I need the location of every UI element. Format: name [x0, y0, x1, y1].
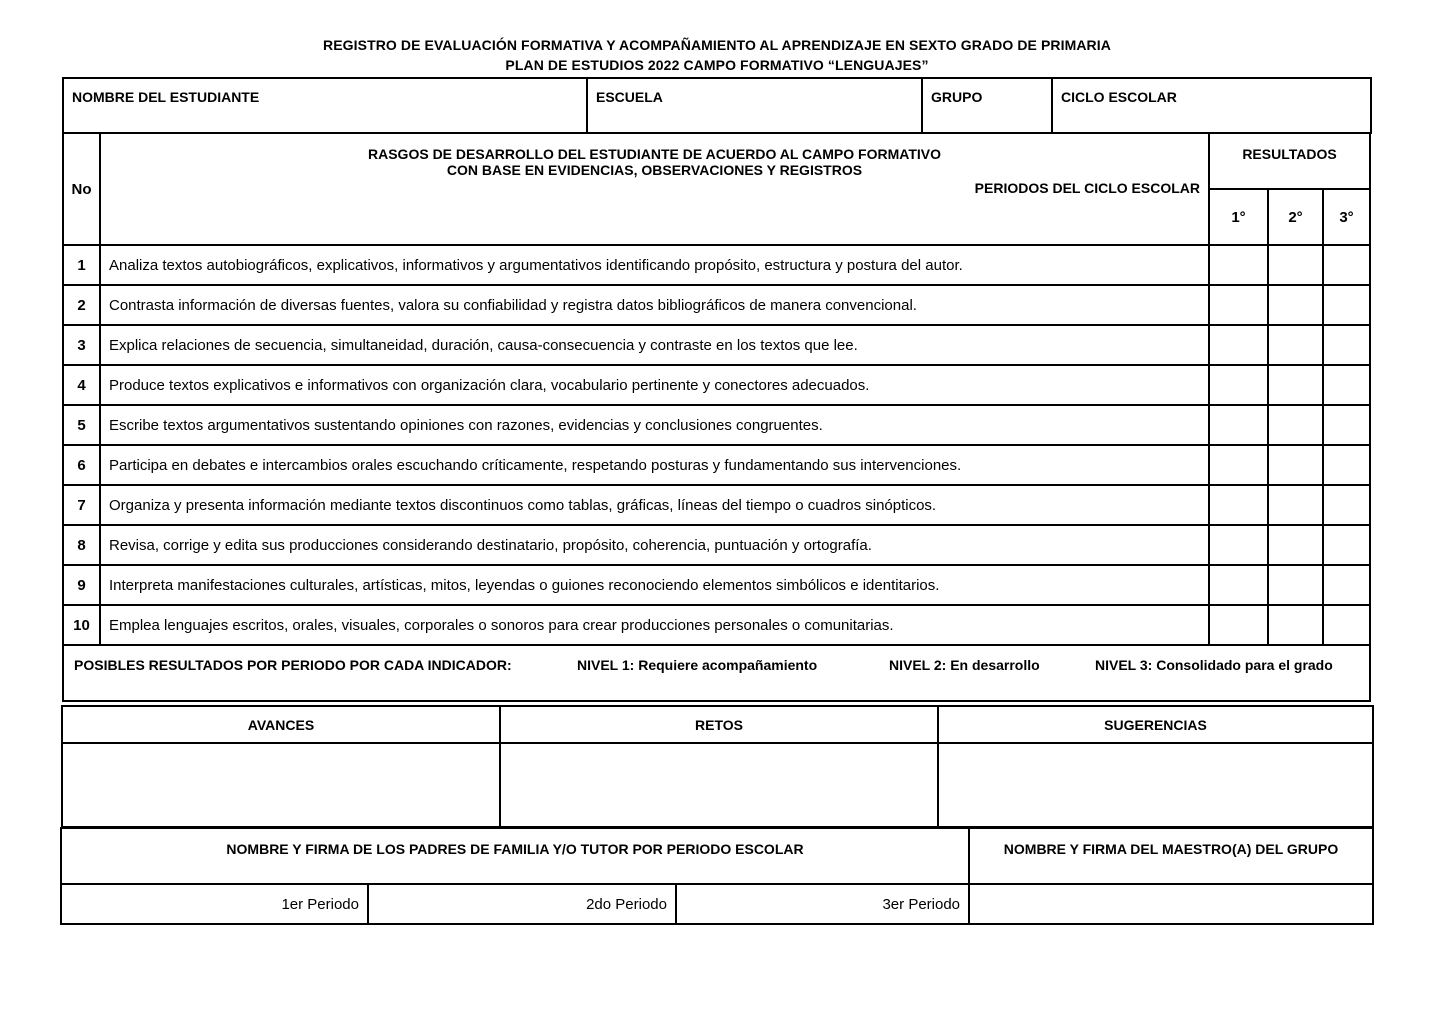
period-3-header: 3° — [1323, 189, 1370, 245]
teacher-signature-field[interactable] — [969, 884, 1373, 924]
result-cell-period-2[interactable] — [1268, 525, 1323, 565]
results-header: RESULTADOS — [1209, 133, 1370, 189]
row-number: 5 — [63, 405, 100, 445]
period-2-header: 2° — [1268, 189, 1323, 245]
result-cell-period-2[interactable] — [1268, 325, 1323, 365]
student-info-table — [62, 77, 1372, 134]
levels-legend — [63, 645, 1370, 701]
result-cell-period-1[interactable] — [1209, 445, 1268, 485]
column-header-traits — [100, 133, 1209, 245]
table-row — [63, 525, 1370, 565]
table-row — [63, 485, 1370, 525]
suggestions-field[interactable] — [938, 743, 1373, 827]
school-cycle-label: CICLO ESCOLAR — [1061, 89, 1177, 105]
challenges-header: RETOS — [500, 706, 938, 743]
period-1-header: 1° — [1209, 189, 1268, 245]
result-cell-period-1[interactable] — [1209, 325, 1268, 365]
suggestions-header: SUGERENCIAS — [938, 706, 1373, 743]
indicator-text: Produce textos explicativos e informativos con organización clara, vocabulario pertinente y conectores adecuados. — [100, 365, 1209, 405]
school-label: ESCUELA — [596, 89, 663, 105]
row-number: 6 — [63, 445, 100, 485]
group-label: GRUPO — [931, 89, 983, 105]
periods-header: PERIODOS DEL CICLO ESCOLAR — [974, 180, 1200, 196]
levels-legend-label: POSIBLES RESULTADOS POR PERIODO POR CADA INDICADOR: — [74, 657, 512, 673]
form-title-line2: PLAN DE ESTUDIOS 2022 CAMPO FORMATIVO “LENGUAJES” — [505, 57, 929, 73]
level-3-text: NIVEL 3: Consolidado para el grado — [1095, 657, 1333, 673]
result-cell-period-2[interactable] — [1268, 285, 1323, 325]
row-number: 1 — [63, 245, 100, 285]
student-name-field[interactable] — [63, 78, 587, 133]
table-row — [63, 405, 1370, 445]
result-cell-period-3[interactable] — [1323, 285, 1370, 325]
result-cell-period-1[interactable] — [1209, 245, 1268, 285]
result-cell-period-1[interactable] — [1209, 485, 1268, 525]
teacher-signature-header: NOMBRE Y FIRMA DEL MAESTRO(A) DEL GRUPO — [969, 828, 1373, 884]
indicator-text: Emplea lenguajes escritos, orales, visuales, corporales o sonoros para crear producciones personales o comunitarias. — [100, 605, 1209, 645]
column-header-no: No — [63, 133, 100, 245]
indicator-text: Participa en debates e intercambios orales escuchando críticamente, respetando posturas y fundamentando sus intervenciones. — [100, 445, 1209, 485]
group-field[interactable] — [922, 78, 1052, 133]
indicator-text: Revisa, corrige y edita sus producciones considerando destinatario, propósito, coherencia, puntuación y ortografía. — [100, 525, 1209, 565]
challenges-field[interactable] — [500, 743, 938, 827]
table-row — [63, 245, 1370, 285]
row-number: 7 — [63, 485, 100, 525]
traits-header-line2: CON BASE EN EVIDENCIAS, OBSERVACIONES Y REGISTROS — [446, 162, 863, 178]
row-number: 2 — [63, 285, 100, 325]
student-name-label: NOMBRE DEL ESTUDIANTE — [72, 89, 260, 105]
indicator-text: Interpreta manifestaciones culturales, artísticas, mitos, leyendas o guiones reconociendo elementos simbólicos e identitarios. — [100, 565, 1209, 605]
advances-header: AVANCES — [62, 706, 500, 743]
row-number: 8 — [63, 525, 100, 565]
result-cell-period-3[interactable] — [1323, 325, 1370, 365]
result-cell-period-3[interactable] — [1323, 605, 1370, 645]
result-cell-period-1[interactable] — [1209, 365, 1268, 405]
result-cell-period-3[interactable] — [1323, 485, 1370, 525]
result-cell-period-2[interactable] — [1268, 405, 1323, 445]
parent-signature-period-2[interactable] — [368, 884, 676, 924]
table-row — [63, 365, 1370, 405]
result-cell-period-2[interactable] — [1268, 485, 1323, 525]
indicator-text: Explica relaciones de secuencia, simultaneidad, duración, causa-consecuencia y contraste en los textos que lee. — [100, 325, 1209, 365]
parent-signature-period-3[interactable] — [676, 884, 969, 924]
result-cell-period-2[interactable] — [1268, 445, 1323, 485]
school-field[interactable] — [587, 78, 922, 133]
result-cell-period-3[interactable] — [1323, 525, 1370, 565]
traits-header-line1: RASGOS DE DESARROLLO DEL ESTUDIANTE DE ACUERDO AL CAMPO FORMATIVO — [368, 146, 941, 162]
row-number: 9 — [63, 565, 100, 605]
row-number: 3 — [63, 325, 100, 365]
result-cell-period-2[interactable] — [1268, 605, 1323, 645]
notes-table — [61, 705, 1374, 828]
result-cell-period-1[interactable] — [1209, 605, 1268, 645]
result-cell-period-3[interactable] — [1323, 245, 1370, 285]
indicator-text: Escribe textos argumentativos sustentando opiniones con razones, evidencias y conclusiones congruentes. — [100, 405, 1209, 445]
parents-signature-header: NOMBRE Y FIRMA DE LOS PADRES DE FAMILIA Y/O TUTOR POR PERIODO ESCOLAR — [61, 828, 969, 884]
advances-field[interactable] — [62, 743, 500, 827]
parent-signature-period-1[interactable] — [61, 884, 368, 924]
level-1-text: NIVEL 1: Requiere acompañamiento — [577, 657, 818, 673]
result-cell-period-3[interactable] — [1323, 445, 1370, 485]
table-row — [63, 605, 1370, 645]
period-1-label: 1er Periodo — [281, 895, 359, 913]
form-title-line1: REGISTRO DE EVALUACIÓN FORMATIVA Y ACOMPAÑAMIENTO AL APRENDIZAJE EN SEXTO GRADO DE PRIMARIA — [323, 37, 1111, 53]
table-row — [63, 445, 1370, 485]
result-cell-period-3[interactable] — [1323, 565, 1370, 605]
indicator-text: Analiza textos autobiográficos, explicativos, informativos y argumentativos identificando propósito, estructura y postura del autor. — [100, 245, 1209, 285]
result-cell-period-1[interactable] — [1209, 285, 1268, 325]
row-number: 10 — [63, 605, 100, 645]
table-row — [63, 565, 1370, 605]
indicator-text: Contrasta información de diversas fuentes, valora su confiabilidad y registra datos bibliográficos de manera convencional. — [100, 285, 1209, 325]
result-cell-period-3[interactable] — [1323, 365, 1370, 405]
indicator-text: Organiza y presenta información mediante textos discontinuos como tablas, gráficas, líneas del tiempo o cuadros sinópticos. — [100, 485, 1209, 525]
signatures-table — [60, 827, 1374, 925]
result-cell-period-2[interactable] — [1268, 245, 1323, 285]
result-cell-period-2[interactable] — [1268, 565, 1323, 605]
result-cell-period-1[interactable] — [1209, 525, 1268, 565]
row-number: 4 — [63, 365, 100, 405]
period-2-label: 2do Periodo — [586, 895, 667, 913]
level-2-text: NIVEL 2: En desarrollo — [889, 657, 1040, 673]
table-row — [63, 285, 1370, 325]
result-cell-period-1[interactable] — [1209, 565, 1268, 605]
indicators-table — [62, 132, 1371, 702]
school-cycle-field[interactable] — [1052, 78, 1371, 133]
result-cell-period-2[interactable] — [1268, 365, 1323, 405]
result-cell-period-3[interactable] — [1323, 405, 1370, 445]
result-cell-period-1[interactable] — [1209, 405, 1268, 445]
period-3-label: 3er Periodo — [882, 895, 961, 913]
table-row — [63, 325, 1370, 365]
